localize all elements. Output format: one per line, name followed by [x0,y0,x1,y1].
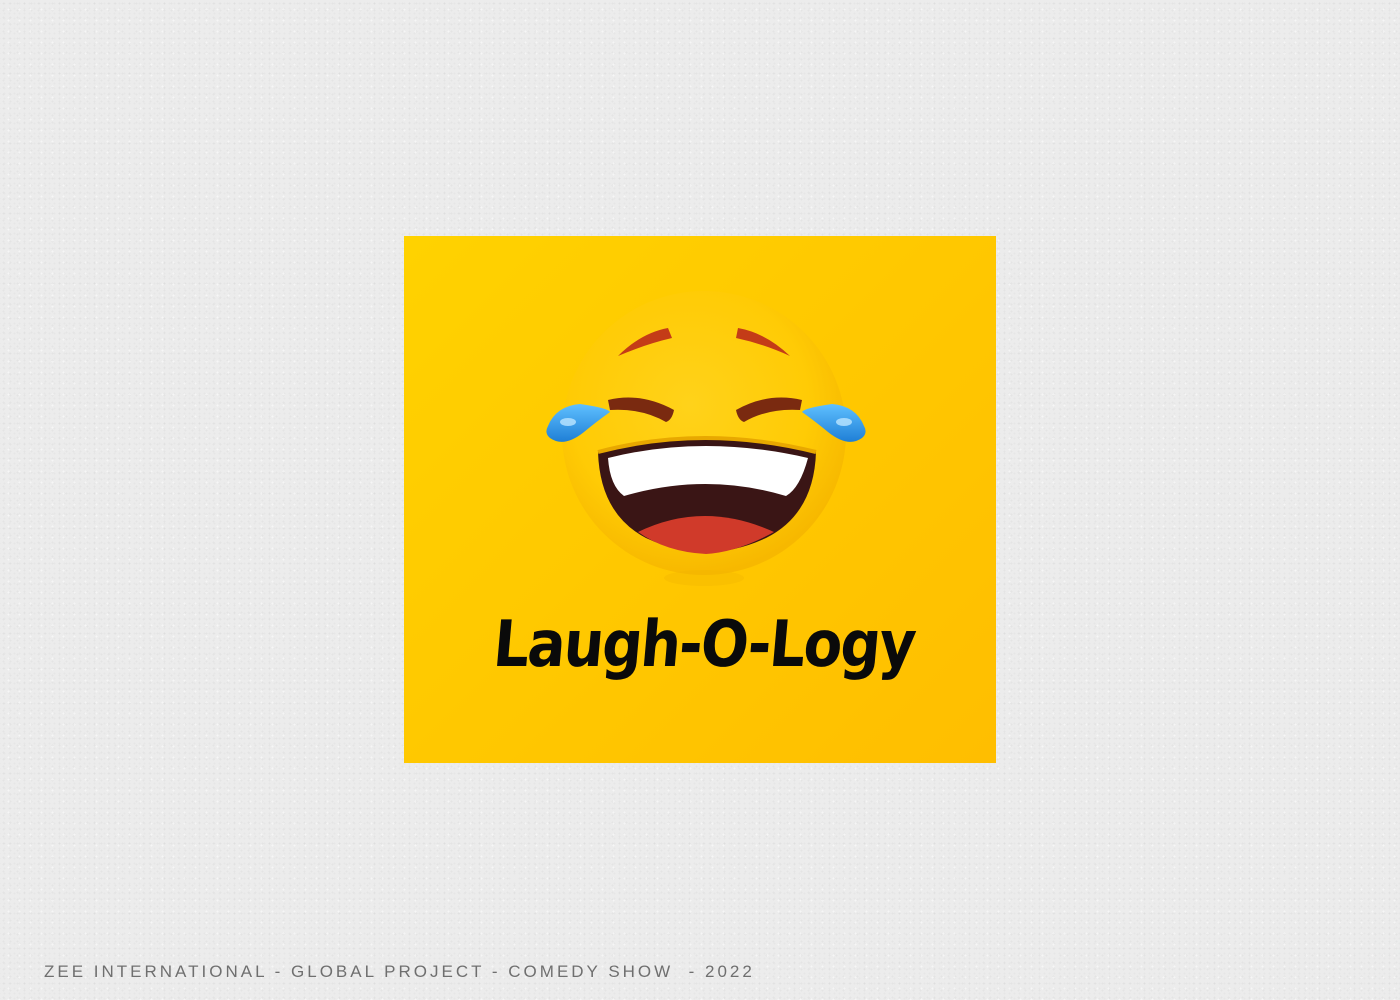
face-with-tears-of-joy-icon [546,288,866,588]
footer-caption: ZEE INTERNATIONAL - GLOBAL PROJECT - COMEDY SHOW - 2022 [44,962,755,981]
logo-card [404,236,996,763]
logo-title: Laugh-O-Logy [490,608,918,682]
